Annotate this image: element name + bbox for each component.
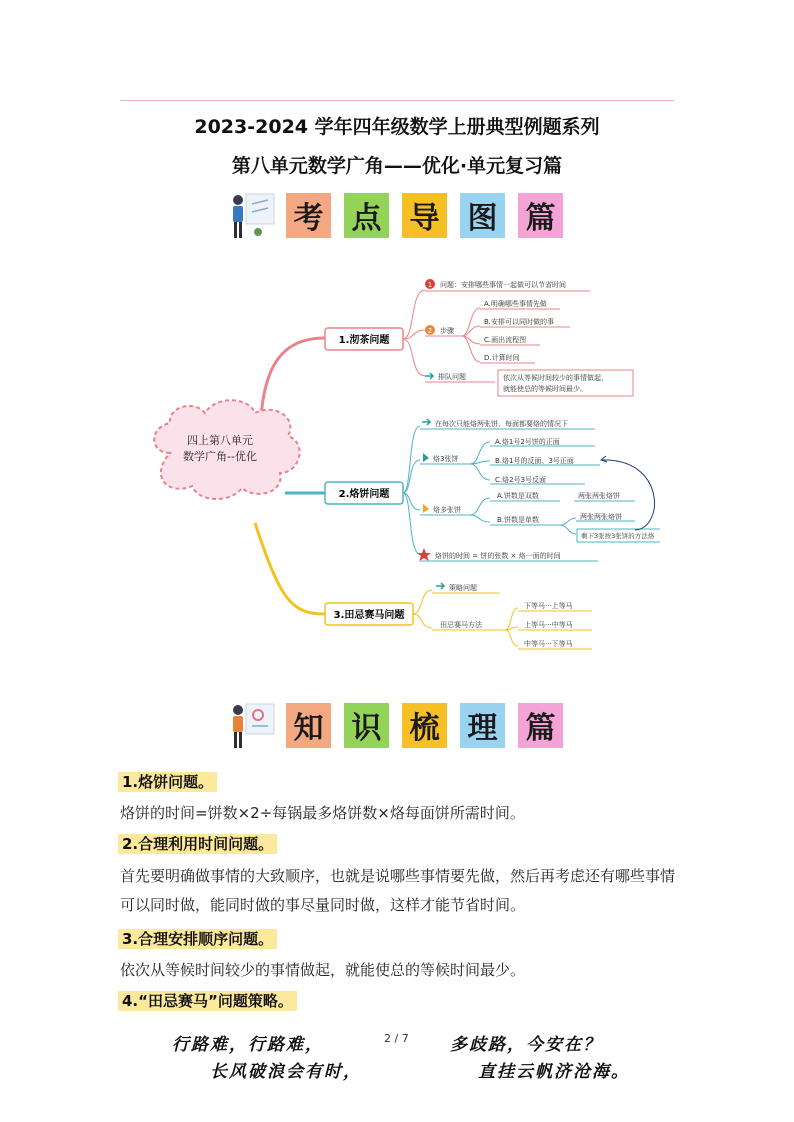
- svg-text:两张两张烙饼: 两张两张烙饼: [580, 513, 622, 521]
- banner-tile: 篇: [518, 193, 563, 238]
- svg-text:烙饼的时间 = 饼的张数 × 烙一面的时间: 烙饼的时间 = 饼的张数 × 烙一面的时间: [435, 552, 561, 560]
- arrow-icon: [422, 419, 430, 425]
- svg-text:C.画出流程图: C.画出流程图: [484, 336, 527, 344]
- flag-icon: [423, 453, 429, 462]
- banner-tile: 考: [286, 193, 331, 238]
- banner-tile: 点: [344, 193, 389, 238]
- branch2-label: 2.烙饼问题: [338, 489, 390, 500]
- section-heading: 1.烙饼问题。: [118, 772, 217, 792]
- svg-text:依次从等候时间较少的事情做起，: 依次从等候时间较少的事情做起，: [503, 374, 608, 382]
- poem-line: 长风破浪会有时，: [210, 1062, 362, 1082]
- section-heading: 3.合理安排顺序问题。: [118, 929, 277, 949]
- banner-tile: 识: [344, 703, 389, 748]
- presenter-illustration-icon: [228, 700, 278, 750]
- arrow-icon: [436, 583, 444, 589]
- center-line1: 四上第八单元: [187, 434, 253, 447]
- svg-text:A.饼数是双数: A.饼数是双数: [497, 492, 539, 500]
- svg-text:两张两张烙饼: 两张两张烙饼: [578, 492, 620, 500]
- svg-text:策略问题: 策略问题: [449, 584, 477, 592]
- banner-tile: 导: [402, 193, 447, 238]
- svg-text:排队问题: 排队问题: [438, 373, 466, 381]
- center-node: [154, 400, 299, 499]
- poem-line: 直挂云帆济沧海。: [478, 1062, 630, 1082]
- branch3-label: 3.田忌赛马问题: [333, 610, 405, 621]
- banner-tile: 篇: [518, 703, 563, 748]
- svg-text:D.计算时间: D.计算时间: [484, 354, 520, 362]
- section-banner-knowledge: [228, 700, 576, 750]
- branch1-question: 问题：安排哪些事情一起做可以节省时间: [440, 281, 566, 289]
- svg-text:中等马···下等马: 中等马···下等马: [524, 640, 573, 648]
- arrow-icon: [425, 373, 433, 379]
- flag-icon: [423, 504, 429, 513]
- svg-text:上等马···中等马: 上等马···中等马: [524, 621, 573, 629]
- svg-text:2: 2: [427, 327, 433, 335]
- header-rule: [120, 100, 674, 101]
- document-title: 2023-2024 学年四年级数学上册典型例题系列: [194, 116, 600, 138]
- svg-text:B.安排可以同时做的事: B.安排可以同时做的事: [484, 318, 555, 326]
- svg-text:B.饼数是单数: B.饼数是单数: [497, 516, 540, 524]
- page-number: 2 / 7: [384, 1032, 409, 1045]
- svg-text:B.烙1号的反面、3号正面: B.烙1号的反面、3号正面: [495, 457, 574, 465]
- presenter-illustration-icon: [228, 190, 278, 240]
- banner-tile: 理: [460, 703, 505, 748]
- svg-text:下等马···上等马: 下等马···上等马: [524, 602, 573, 610]
- svg-text:烙3张饼: 烙3张饼: [433, 455, 459, 463]
- svg-text:A.烙1号2号饼的正面: A.烙1号2号饼的正面: [495, 438, 560, 446]
- banner-tile: 图: [460, 193, 505, 238]
- section-text: 依次从等候时间较少的事情做起，就能使总的等候时间最少。: [120, 961, 526, 979]
- svg-text:在每次只能烙两张饼、每面都要烙的情况下: 在每次只能烙两张饼、每面都要烙的情况下: [435, 420, 568, 428]
- document-subtitle: 第八单元数学广角——优化·单元复习篇: [231, 155, 563, 177]
- banner-tile: 知: [286, 703, 331, 748]
- section-text: 首先要明确做事情的大致顺序，也就是说哪些事情要先做，然后再考虑还有哪些事情可以同时做，能同时做的事尽量同时做，这样才能节省时间。: [120, 867, 676, 914]
- svg-text:剩下3张按3张饼的方法烙: 剩下3张按3张饼的方法烙: [581, 532, 655, 540]
- mind-map: [140, 268, 660, 658]
- svg-text:A.明确哪些事情先做: A.明确哪些事情先做: [484, 300, 547, 308]
- section-heading: 2.合理利用时间问题。: [118, 834, 277, 854]
- section-heading: 4.“田忌赛马”问题策略。: [118, 991, 297, 1011]
- poem-line: 行路难，行路难，: [172, 1035, 324, 1055]
- branch1-label: 1.沏茶问题: [338, 335, 390, 346]
- svg-text:就能使总的等候时间最少。: 就能使总的等候时间最少。: [503, 385, 587, 393]
- svg-text:1: 1: [427, 281, 433, 289]
- section-text: 烙饼的时间=饼数×2÷每锅最多烙饼数×烙每面饼所需时间。: [120, 804, 525, 822]
- svg-text:田忌赛马方法: 田忌赛马方法: [440, 621, 482, 629]
- section-banner-map: [228, 190, 576, 240]
- star-icon: [417, 548, 431, 561]
- svg-text:烙多张饼: 烙多张饼: [433, 506, 461, 514]
- banner-tile: 梳: [402, 703, 447, 748]
- svg-text:步骤: 步骤: [440, 327, 454, 335]
- center-line2: 数学广角--优化: [183, 450, 257, 463]
- svg-text:C.烙2号3号反面: C.烙2号3号反面: [495, 476, 547, 484]
- poem-line: 多歧路，今安在？: [450, 1035, 602, 1055]
